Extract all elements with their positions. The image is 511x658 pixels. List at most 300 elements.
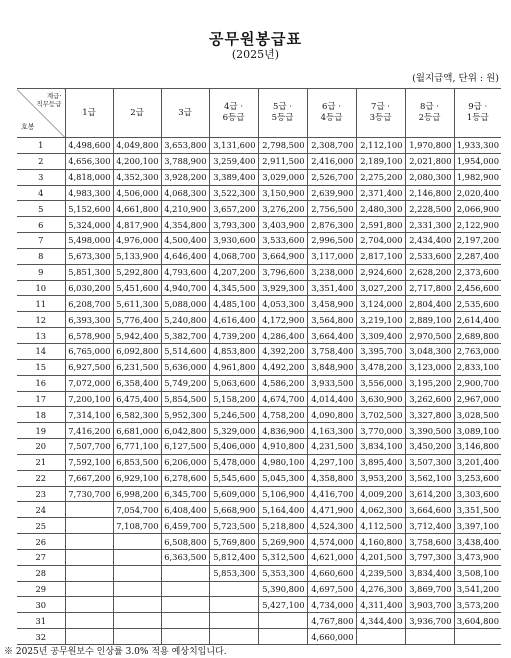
salary-cell: 5,673,300: [65, 248, 113, 264]
salary-cell: 3,028,500: [454, 407, 501, 423]
grade-header: [405, 89, 454, 138]
salary-cell: 2,122,900: [454, 217, 501, 233]
salary-cell: [161, 629, 209, 645]
table-row: [17, 296, 501, 312]
salary-cell: 3,903,700: [405, 597, 454, 613]
table-row: [17, 613, 501, 629]
salary-cell: 2,614,400: [454, 312, 501, 328]
salary-cell: 5,854,500: [161, 391, 209, 407]
salary-cell: 2,480,300: [356, 201, 405, 217]
page-subtitle: (2025년): [231, 48, 280, 61]
grade-header-line2: 6등급: [222, 113, 245, 123]
footnote: ※ 2025년 공무원보수 인상률 3.0% 적용 예상치입니다.: [4, 647, 227, 657]
salary-cell: 3,259,400: [209, 153, 258, 169]
salary-cell: 5,498,000: [65, 233, 113, 249]
salary-cell: 3,562,100: [405, 470, 454, 486]
salary-cell: 2,967,000: [454, 391, 501, 407]
step-cell: 27: [17, 549, 65, 565]
salary-cell: [161, 565, 209, 581]
table-row: [17, 217, 501, 233]
salary-cell: 4,062,300: [356, 502, 405, 518]
salary-cell: 5,769,800: [209, 534, 258, 550]
corner-step-label: 호봉: [21, 123, 35, 131]
salary-cell: 7,592,100: [65, 454, 113, 470]
salary-cell: 2,371,400: [356, 185, 405, 201]
salary-cell: 3,389,400: [209, 169, 258, 185]
salary-cell: 5,292,800: [113, 264, 161, 280]
salary-cell: 3,702,500: [356, 407, 405, 423]
step-cell: 18: [17, 407, 65, 423]
salary-cell: 2,817,100: [356, 248, 405, 264]
table-row: [17, 486, 501, 502]
salary-cell: 5,246,500: [209, 407, 258, 423]
salary-cell: [65, 534, 113, 550]
salary-cell: 3,614,200: [405, 486, 454, 502]
step-cell: 19: [17, 423, 65, 439]
unit-label: (월지급액, 단위 : 원): [412, 73, 499, 84]
salary-cell: 5,942,400: [113, 328, 161, 344]
table-row: [17, 597, 501, 613]
salary-cell: [65, 629, 113, 645]
salary-cell: 5,478,000: [209, 454, 258, 470]
table-row: [17, 343, 501, 359]
table-row: [17, 169, 501, 185]
step-cell: 9: [17, 264, 65, 280]
salary-cell: 4,793,600: [161, 264, 209, 280]
salary-cell: 6,578,900: [65, 328, 113, 344]
grade-header: [258, 89, 307, 138]
table-row: [17, 439, 501, 455]
salary-cell: 4,163,300: [307, 423, 356, 439]
salary-cell: 3,758,600: [405, 534, 454, 550]
salary-cell: 3,953,200: [356, 470, 405, 486]
salary-cell: 3,146,800: [454, 439, 501, 455]
salary-cell: 3,507,300: [405, 454, 454, 470]
salary-cell: 3,131,600: [209, 138, 258, 154]
salary-cell: 4,586,200: [258, 375, 307, 391]
salary-cell: 3,029,000: [258, 169, 307, 185]
salary-cell: 2,112,100: [356, 138, 405, 154]
table-row: [17, 328, 501, 344]
salary-cell: 2,416,000: [307, 153, 356, 169]
step-cell: 21: [17, 454, 65, 470]
salary-cell: 5,812,400: [209, 549, 258, 565]
salary-cell: 2,798,500: [258, 138, 307, 154]
salary-cell: 3,395,700: [356, 343, 405, 359]
salary-cell: 3,630,900: [356, 391, 405, 407]
table-row: [17, 312, 501, 328]
salary-table: [17, 88, 501, 645]
salary-cell: 3,150,900: [258, 185, 307, 201]
salary-cell: [113, 549, 161, 565]
salary-cell: 3,712,400: [405, 518, 454, 534]
salary-cell: 4,009,200: [356, 486, 405, 502]
salary-cell: 2,021,800: [405, 153, 454, 169]
corner-grade-label-1: 계급·: [46, 92, 62, 100]
salary-cell: 4,471,900: [307, 502, 356, 518]
salary-cell: 3,796,600: [258, 264, 307, 280]
salary-cell: 6,475,400: [113, 391, 161, 407]
salary-cell: 1,933,300: [454, 138, 501, 154]
salary-cell: 3,438,400: [454, 534, 501, 550]
salary-cell: [113, 534, 161, 550]
salary-cell: 4,961,800: [209, 359, 258, 375]
grade-header-line1: 4급 ·: [223, 102, 244, 112]
salary-cell: 6,582,300: [113, 407, 161, 423]
salary-cell: 5,390,800: [258, 581, 307, 597]
salary-cell: 3,303,600: [454, 486, 501, 502]
salary-cell: 4,739,200: [209, 328, 258, 344]
salary-cell: 4,980,100: [258, 454, 307, 470]
salary-cell: 4,836,900: [258, 423, 307, 439]
salary-cell: [209, 597, 258, 613]
grade-header-line2: 1등급: [466, 113, 489, 123]
salary-cell: 3,664,600: [405, 502, 454, 518]
salary-cell: 4,817,900: [113, 217, 161, 233]
page-title: 공무원봉급표: [209, 30, 302, 48]
salary-cell: 3,276,200: [258, 201, 307, 217]
salary-cell: 5,609,000: [209, 486, 258, 502]
salary-cell: 4,201,500: [356, 549, 405, 565]
table-row: [17, 280, 501, 296]
salary-cell: 6,408,400: [161, 502, 209, 518]
salary-cell: 2,628,200: [405, 264, 454, 280]
corner-header: [17, 89, 65, 138]
grade-header: [65, 89, 113, 138]
grade-header-line2: 3등급: [369, 113, 392, 123]
salary-cell: 6,853,500: [113, 454, 161, 470]
salary-cell: 5,636,000: [161, 359, 209, 375]
salary-cell: 3,653,800: [161, 138, 209, 154]
salary-cell: 6,363,500: [161, 549, 209, 565]
salary-cell: 3,117,000: [307, 248, 356, 264]
salary-cell: 5,776,400: [113, 312, 161, 328]
salary-cell: 3,556,000: [356, 375, 405, 391]
table-row: [17, 581, 501, 597]
salary-cell: 3,657,200: [209, 201, 258, 217]
salary-cell: [113, 613, 161, 629]
header-row: [17, 89, 501, 138]
salary-cell: 5,545,600: [209, 470, 258, 486]
grade-header-line1: 7급 ·: [370, 102, 391, 112]
salary-cell: 4,354,800: [161, 217, 209, 233]
salary-cell: 2,763,000: [454, 343, 501, 359]
grade-header-line1: 9급 ·: [468, 102, 488, 112]
salary-cell: 7,416,200: [65, 423, 113, 439]
salary-cell: 7,314,100: [65, 407, 113, 423]
salary-cell: [65, 581, 113, 597]
grade-header-line1: 6급 ·: [321, 102, 342, 112]
salary-cell: 4,853,800: [209, 343, 258, 359]
grade-header-line1: 1급: [82, 107, 96, 118]
salary-cell: 5,451,600: [113, 280, 161, 296]
table-row: [17, 264, 501, 280]
salary-cell: 5,312,500: [258, 549, 307, 565]
salary-cell: 6,459,700: [161, 518, 209, 534]
salary-cell: 3,390,500: [405, 423, 454, 439]
salary-cell: 2,591,800: [356, 217, 405, 233]
table-row: [17, 233, 501, 249]
step-cell: 7: [17, 233, 65, 249]
salary-cell: 4,574,000: [307, 534, 356, 550]
salary-cell: [209, 629, 258, 645]
salary-cell: 1,982,900: [454, 169, 501, 185]
salary-cell: 5,853,300: [209, 565, 258, 581]
salary-cell: 3,238,000: [307, 264, 356, 280]
table-row: [17, 549, 501, 565]
table-row: [17, 359, 501, 375]
salary-cell: 3,928,200: [161, 169, 209, 185]
grade-header-line1: 5급 ·: [272, 102, 293, 112]
salary-cell: 5,106,900: [258, 486, 307, 502]
salary-cell: 5,668,900: [209, 502, 258, 518]
step-cell: 10: [17, 280, 65, 296]
salary-cell: 4,231,500: [307, 439, 356, 455]
salary-cell: 2,689,800: [454, 328, 501, 344]
step-cell: 28: [17, 565, 65, 581]
salary-cell: 3,351,400: [307, 280, 356, 296]
salary-cell: 3,788,900: [161, 153, 209, 169]
table-row: [17, 407, 501, 423]
salary-cell: 2,456,600: [454, 280, 501, 296]
salary-cell: 4,276,300: [356, 581, 405, 597]
salary-cell: [161, 613, 209, 629]
salary-cell: 5,851,300: [65, 264, 113, 280]
salary-cell: 2,996,500: [307, 233, 356, 249]
salary-cell: 4,352,300: [113, 169, 161, 185]
salary-cell: 5,088,000: [161, 296, 209, 312]
salary-cell: 3,929,300: [258, 280, 307, 296]
salary-cell: 2,704,000: [356, 233, 405, 249]
salary-cell: 3,930,600: [209, 233, 258, 249]
salary-cell: 3,458,900: [307, 296, 356, 312]
step-cell: 2: [17, 153, 65, 169]
salary-cell: 4,311,400: [356, 597, 405, 613]
salary-cell: 5,218,800: [258, 518, 307, 534]
salary-cell: [113, 581, 161, 597]
grade-header-line1: 3급: [178, 107, 192, 118]
salary-cell: 5,063,600: [209, 375, 258, 391]
salary-cell: 6,092,800: [113, 343, 161, 359]
salary-cell: 6,927,500: [65, 359, 113, 375]
salary-cell: 3,573,200: [454, 597, 501, 613]
grade-header: [307, 89, 356, 138]
salary-cell: 3,834,100: [356, 439, 405, 455]
step-cell: 32: [17, 629, 65, 645]
salary-cell: 2,533,600: [405, 248, 454, 264]
salary-cell: 5,324,000: [65, 217, 113, 233]
salary-cell: 3,933,500: [307, 375, 356, 391]
salary-cell: 2,756,500: [307, 201, 356, 217]
salary-cell: 4,656,300: [65, 153, 113, 169]
salary-cell: 4,910,800: [258, 439, 307, 455]
salary-cell: 4,498,600: [65, 138, 113, 154]
salary-cell: 5,353,300: [258, 565, 307, 581]
table-row: [17, 502, 501, 518]
salary-cell: 3,541,200: [454, 581, 501, 597]
salary-cell: 4,160,800: [356, 534, 405, 550]
salary-cell: 4,210,900: [161, 201, 209, 217]
salary-cell: 5,952,300: [161, 407, 209, 423]
salary-cell: 3,564,800: [307, 312, 356, 328]
salary-cell: 4,053,300: [258, 296, 307, 312]
salary-cell: 5,152,600: [65, 201, 113, 217]
salary-cell: 5,611,300: [113, 296, 161, 312]
salary-cell: 7,667,200: [65, 470, 113, 486]
salary-table-body: [17, 138, 501, 645]
salary-cell: 6,127,500: [161, 439, 209, 455]
salary-cell: 6,929,100: [113, 470, 161, 486]
salary-cell: 2,066,900: [454, 201, 501, 217]
salary-cell: 4,697,500: [307, 581, 356, 597]
salary-cell: 5,723,500: [209, 518, 258, 534]
salary-cell: 5,749,200: [161, 375, 209, 391]
salary-cell: 4,049,800: [113, 138, 161, 154]
salary-cell: 2,833,100: [454, 359, 501, 375]
step-cell: 22: [17, 470, 65, 486]
salary-cell: 4,172,900: [258, 312, 307, 328]
step-cell: 25: [17, 518, 65, 534]
salary-cell: 4,506,000: [113, 185, 161, 201]
step-cell: 16: [17, 375, 65, 391]
salary-cell: 5,329,000: [209, 423, 258, 439]
salary-cell: 2,331,300: [405, 217, 454, 233]
grade-header-line1: 2급: [130, 107, 144, 118]
salary-cell: 7,200,100: [65, 391, 113, 407]
salary-cell: 6,208,700: [65, 296, 113, 312]
step-cell: 26: [17, 534, 65, 550]
salary-cell: 3,848,900: [307, 359, 356, 375]
salary-cell: 4,207,200: [209, 264, 258, 280]
salary-cell: 6,998,200: [113, 486, 161, 502]
salary-cell: 4,297,100: [307, 454, 356, 470]
salary-cell: 3,522,300: [209, 185, 258, 201]
step-cell: 17: [17, 391, 65, 407]
salary-cell: 3,027,200: [356, 280, 405, 296]
salary-cell: 7,108,700: [113, 518, 161, 534]
table-row: [17, 454, 501, 470]
salary-cell: 3,508,100: [454, 565, 501, 581]
grade-header: [161, 89, 209, 138]
salary-cell: 1,954,000: [454, 153, 501, 169]
salary-cell: 2,228,500: [405, 201, 454, 217]
step-cell: 1: [17, 138, 65, 154]
salary-cell: 7,072,000: [65, 375, 113, 391]
salary-cell: [209, 581, 258, 597]
salary-cell: 4,616,400: [209, 312, 258, 328]
salary-cell: 2,197,200: [454, 233, 501, 249]
salary-cell: 2,900,700: [454, 375, 501, 391]
salary-cell: 5,427,100: [258, 597, 307, 613]
step-cell: 11: [17, 296, 65, 312]
table-row: [17, 518, 501, 534]
salary-cell: 3,403,900: [258, 217, 307, 233]
table-row: [17, 185, 501, 201]
grade-header-line1: 8급 ·: [419, 102, 440, 112]
salary-cell: 3,309,400: [356, 328, 405, 344]
salary-cell: 3,262,600: [405, 391, 454, 407]
salary-cell: 2,804,400: [405, 296, 454, 312]
step-cell: 8: [17, 248, 65, 264]
corner-grade-label-2: 직무등급: [36, 100, 62, 108]
salary-cell: 3,397,100: [454, 518, 501, 534]
salary-cell: [209, 613, 258, 629]
salary-cell: 4,983,300: [65, 185, 113, 201]
salary-cell: [405, 629, 454, 645]
salary-cell: 4,358,800: [307, 470, 356, 486]
salary-cell: 4,485,100: [209, 296, 258, 312]
salary-cell: 2,189,100: [356, 153, 405, 169]
step-cell: 23: [17, 486, 65, 502]
salary-cell: [65, 613, 113, 629]
salary-cell: [161, 597, 209, 613]
salary-cell: 4,500,400: [161, 233, 209, 249]
salary-cell: 2,308,700: [307, 138, 356, 154]
table-row: [17, 423, 501, 439]
salary-cell: 4,090,800: [307, 407, 356, 423]
salary-cell: 4,345,500: [209, 280, 258, 296]
salary-cell: 4,621,000: [307, 549, 356, 565]
salary-cell: 5,514,600: [161, 343, 209, 359]
salary-cell: 5,045,300: [258, 470, 307, 486]
salary-cell: 4,068,700: [209, 248, 258, 264]
salary-cell: 4,660,000: [307, 629, 356, 645]
salary-cell: 4,492,200: [258, 359, 307, 375]
salary-cell: 3,604,800: [454, 613, 501, 629]
salary-cell: 3,664,400: [307, 328, 356, 344]
salary-cell: 2,373,600: [454, 264, 501, 280]
salary-cell: 4,014,400: [307, 391, 356, 407]
step-cell: 12: [17, 312, 65, 328]
salary-cell: 6,765,000: [65, 343, 113, 359]
salary-cell: 6,206,000: [161, 454, 209, 470]
salary-cell: 3,201,400: [454, 454, 501, 470]
salary-cell: [113, 597, 161, 613]
step-cell: 30: [17, 597, 65, 613]
salary-cell: 4,674,700: [258, 391, 307, 407]
salary-cell: 4,940,700: [161, 280, 209, 296]
table-row: [17, 629, 501, 645]
salary-cell: 4,392,200: [258, 343, 307, 359]
salary-cell: 3,664,900: [258, 248, 307, 264]
salary-cell: 6,278,600: [161, 470, 209, 486]
salary-cell: 4,976,000: [113, 233, 161, 249]
salary-cell: 6,030,200: [65, 280, 113, 296]
step-cell: 4: [17, 185, 65, 201]
salary-cell: 6,393,300: [65, 312, 113, 328]
salary-cell: 2,434,400: [405, 233, 454, 249]
salary-cell: 3,048,300: [405, 343, 454, 359]
salary-cell: 4,286,400: [258, 328, 307, 344]
salary-cell: 6,345,700: [161, 486, 209, 502]
salary-cell: 3,869,700: [405, 581, 454, 597]
salary-cell: 2,717,800: [405, 280, 454, 296]
salary-cell: 3,473,900: [454, 549, 501, 565]
salary-cell: 4,112,500: [356, 518, 405, 534]
salary-cell: 2,889,100: [405, 312, 454, 328]
salary-cell: [65, 518, 113, 534]
salary-cell: 4,734,000: [307, 597, 356, 613]
salary-cell: 4,758,200: [258, 407, 307, 423]
salary-cell: 6,231,500: [113, 359, 161, 375]
grade-header: [454, 89, 501, 138]
step-cell: 24: [17, 502, 65, 518]
salary-cell: [356, 629, 405, 645]
salary-cell: 3,797,300: [405, 549, 454, 565]
salary-cell: 7,507,700: [65, 439, 113, 455]
table-row: [17, 138, 501, 154]
step-cell: 13: [17, 328, 65, 344]
